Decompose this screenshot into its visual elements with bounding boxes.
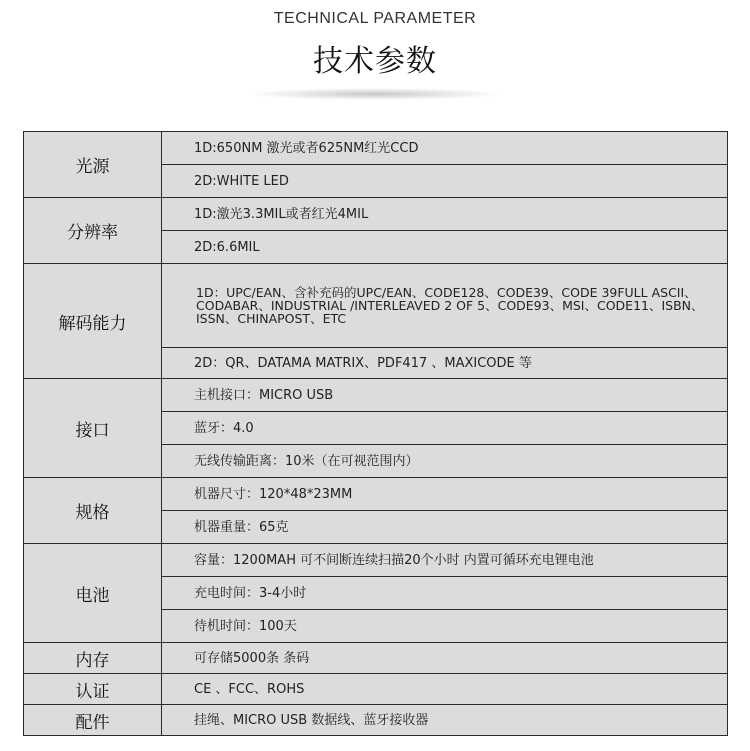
spec-value: 充电时间：3-4小时 [162, 577, 728, 610]
row-category-resolution: 分辨率 [24, 198, 162, 264]
spec-value: 1D：UPC/EAN、含补充码的UPC/EAN、CODE128、CODE39、CODE 39FULL ASCII、CODABAR、INDUSTRIAL /INTERLEAVED 2 OF 5、CODE93、MSI、CODE11、ISBN、ISSN、CHINAPOST、ETC [162, 264, 728, 348]
spec-value: 1D:激光3.3MIL或者红光4MIL [162, 198, 728, 231]
table-row [24, 643, 728, 674]
row-category-decoding: 解码能力 [24, 264, 162, 379]
spec-value: 主机接口：MICRO USB [162, 379, 728, 412]
row-category-specs: 规格 [24, 478, 162, 544]
spec-value: 可存储5000条 条码 [162, 643, 728, 674]
table-row [24, 264, 728, 348]
page-title: 技术参数 [313, 44, 437, 79]
spec-value: 机器重量：65克 [162, 511, 728, 544]
spec-value: 机器尺寸：120*48*23MM [162, 478, 728, 511]
spec-value: 挂绳、MICRO USB 数据线、蓝牙接收器 [162, 705, 728, 736]
spec-value: 待机时间：100天 [162, 610, 728, 643]
row-category-light-source: 光源 [24, 132, 162, 198]
table-row [24, 132, 728, 165]
spec-value: 2D：QR、DATAMA MATRIX、PDF417 、MAXICODE 等 [162, 348, 728, 379]
table-row [24, 544, 728, 577]
spec-value: 无线传输距离：10米（在可视范围内） [162, 445, 728, 478]
table-row [24, 478, 728, 511]
table-row [24, 198, 728, 231]
row-category-interface: 接口 [24, 379, 162, 478]
row-category-memory: 内存 [24, 643, 162, 674]
page-title-en: TECHNICAL PARAMETER [273, 10, 477, 27]
row-category-certification: 认证 [24, 674, 162, 705]
table-row [24, 379, 728, 412]
spec-value: 容量：1200MAH 可不间断连续扫描20个小时 内置可循环充电锂电池 [162, 544, 728, 577]
table-row [24, 705, 728, 736]
row-category-battery: 电池 [24, 544, 162, 643]
row-category-accessories: 配件 [24, 705, 162, 736]
spec-value: 2D:WHITE LED [162, 165, 728, 198]
spec-value: 2D:6.6MIL [162, 231, 728, 264]
header [0, 0, 750, 120]
spec-table [23, 131, 728, 736]
spec-value: 蓝牙：4.0 [162, 412, 728, 445]
table-row [24, 674, 728, 705]
spec-value: CE 、FCC、ROHS [162, 674, 728, 705]
title-shadow-divider [250, 88, 500, 100]
spec-value: 1D:650NM 激光或者625NM红光CCD [162, 132, 728, 165]
